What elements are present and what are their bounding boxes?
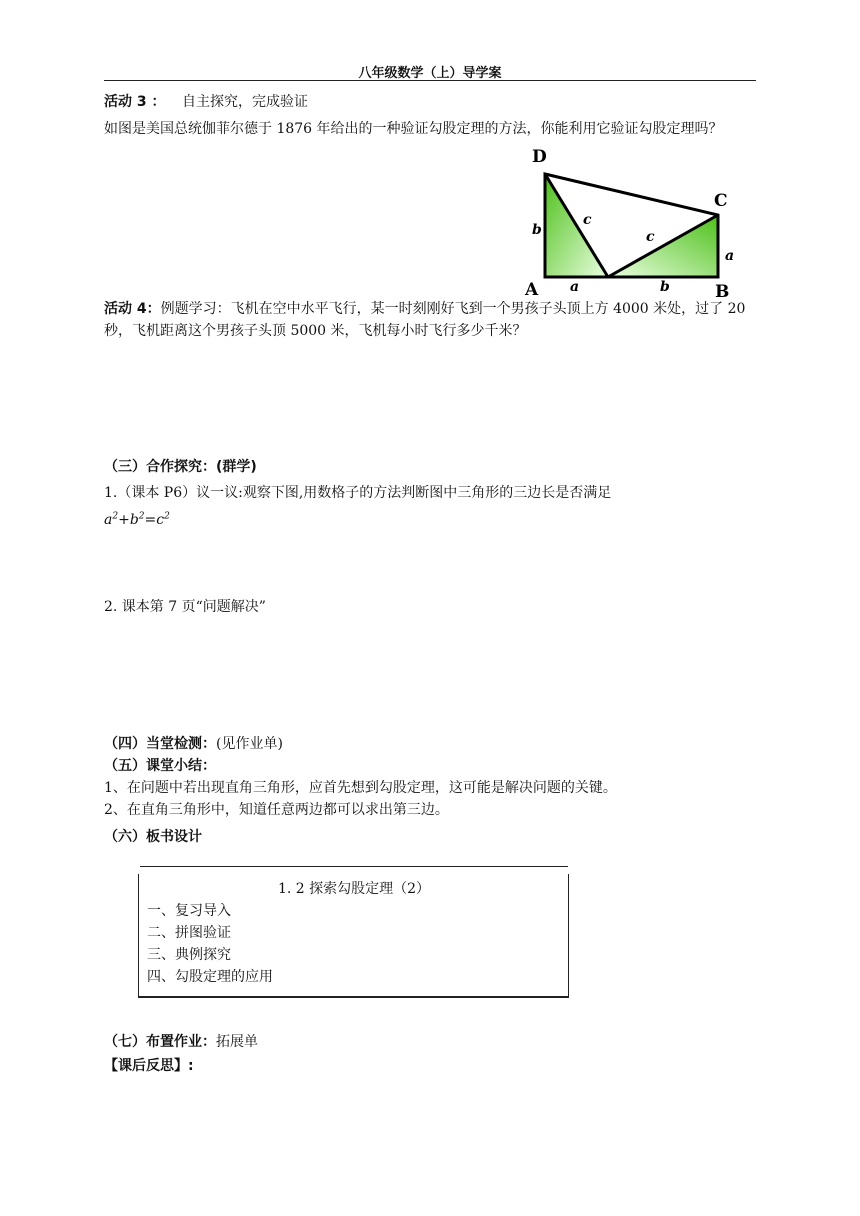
formula-b: b (129, 512, 139, 528)
section3-title: （三）合作探究：(群学) (104, 459, 257, 475)
board-item-2: 二、拼图验证 (147, 925, 231, 941)
reflection-title: 【课后反思】: (104, 1058, 194, 1074)
activity4-text: 例题学习：飞机在空中水平飞行，某一时刻刚好飞到一个男孩子头顶上方 4000 米处，过了 20 秒，飞机距离这个男孩子头顶 5000 米，飞机每小时飞行多少千米？ (104, 301, 746, 339)
summary-item-1: 1、在问题中若出现直角三角形，应首先想到勾股定理，这可能是解决问题的关键。 (104, 780, 617, 796)
activity3-text: 如图是美国总统伽菲尔德于 1876 年给出的一种验证勾股定理的方法，你能利用它验证勾股定理吗？ (104, 121, 723, 137)
page-header: 八年级数学（上）导学案 (358, 66, 502, 81)
section5-title: （五）课堂小结： (104, 758, 216, 774)
label-c-right: c (646, 229, 655, 245)
label-D: D (532, 147, 547, 167)
label-c-left: c (583, 212, 592, 228)
section6-title: （六）板书设计 (104, 829, 202, 845)
label-B: B (715, 282, 730, 300)
header-rule (104, 80, 756, 81)
formula-eq: = (144, 512, 157, 528)
section7-note: 拓展单 (216, 1034, 258, 1050)
formula-a: a (104, 512, 113, 528)
label-b-bottom: b (660, 279, 670, 295)
section3-q1: 1.（课本 P6）议一议:观察下图,用数格子的方法判断图中三角形的三边长是否满足 (104, 485, 612, 501)
activity3-heading (104, 92, 308, 112)
activity4-label: 活动 4： (104, 301, 161, 317)
pythagorean-formula (104, 510, 170, 530)
board-item-4: 四、勾股定理的应用 (147, 969, 273, 985)
section4-title: （四）当堂检测： (104, 736, 216, 752)
summary-item-2: 2、在直角三角形中，知道任意两边都可以求出第三边。 (104, 802, 449, 818)
label-A: A (525, 280, 539, 300)
section3-q2: 2. 课本第 7 页“问题解决” (104, 599, 266, 615)
garfield-trapezoid-diagram (522, 142, 744, 300)
board-item-1: 一、复习导入 (147, 903, 231, 919)
formula-plus: + (118, 512, 130, 528)
activity3-title: 自主探究，完成验证 (181, 94, 308, 110)
label-a-bottom: a (570, 279, 580, 295)
label-C: C (714, 191, 728, 211)
formula-exp-a: 2 (112, 511, 119, 522)
label-b-left: b (532, 222, 542, 238)
section7-title: （七）布置作业： (104, 1034, 216, 1050)
formula-exp-b: 2 (138, 511, 145, 522)
board-item-3: 三、典例探究 (147, 947, 231, 963)
section4-note: (见作业单) (216, 736, 283, 752)
section4 (104, 734, 283, 754)
section7 (104, 1032, 258, 1052)
board-top-rule (140, 866, 568, 867)
board-design-box (138, 874, 569, 998)
label-a-right: a (725, 248, 735, 264)
formula-c: c (156, 512, 165, 528)
formula-exp-c: 2 (164, 511, 170, 522)
activity4 (104, 298, 756, 342)
activity3-label: 活动 3 ： (104, 94, 166, 110)
board-title: 1. 2 探索勾股定理（2） (277, 881, 431, 897)
